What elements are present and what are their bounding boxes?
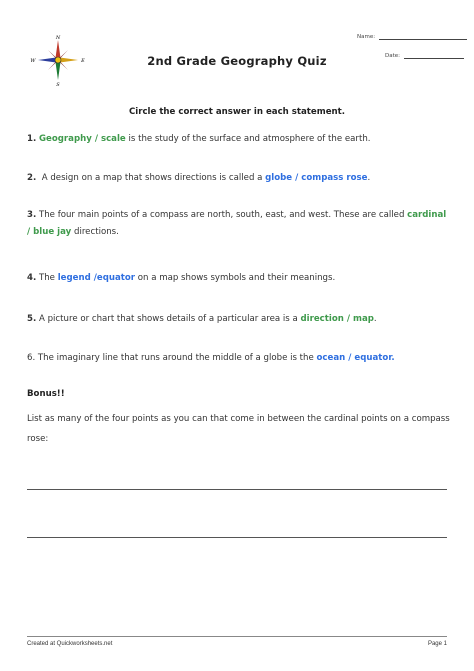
answer-option[interactable]: cardinal: [407, 210, 447, 220]
question-number: 4.: [27, 273, 37, 283]
answer-line[interactable]: [27, 537, 447, 538]
answer-option[interactable]: map: [352, 314, 374, 324]
name-blank[interactable]: [379, 39, 467, 40]
option-separator: /: [345, 353, 355, 363]
question-6: [27, 350, 452, 367]
question-number: 1.: [27, 134, 37, 144]
footer-divider: [27, 636, 447, 637]
answer-option[interactable]: scale: [100, 134, 126, 144]
question-2: [27, 170, 452, 187]
question-text: .: [373, 314, 377, 324]
page-number: Page 1: [427, 641, 447, 647]
answer-line[interactable]: [27, 489, 447, 490]
compass-label-e: E: [81, 58, 85, 64]
instructions: Circle the correct answer in each statement.: [128, 107, 346, 117]
answer-option[interactable]: legend: [57, 273, 91, 283]
question-text: The imaginary line that runs around the middle of a globe is the: [35, 353, 317, 363]
answer-option[interactable]: compass rose: [301, 173, 368, 183]
option-separator: /: [292, 173, 302, 183]
question-number: 6.: [27, 353, 36, 363]
question-text: A picture or chart that shows details of a particular area is a: [36, 314, 301, 324]
option-separator: /: [90, 273, 97, 283]
answer-option[interactable]: direction: [300, 314, 344, 324]
bonus-prompt: List as many of the four points as you can that come in between the cardinal points on a compass rose:: [27, 414, 450, 444]
question-text: The: [36, 273, 58, 283]
compass-label-w: W: [30, 58, 36, 64]
answer-option[interactable]: ocean: [316, 353, 346, 363]
option-separator: /: [343, 314, 353, 324]
answer-option[interactable]: blue jay: [33, 227, 72, 237]
answer-option[interactable]: equator: [96, 273, 136, 283]
question-text: on a map shows symbols and their meanings.: [135, 273, 336, 283]
name-field[interactable]: [357, 34, 467, 40]
question-text: The four main points of a compass are north, south, east, and west. These are called: [36, 210, 408, 220]
question-number: 2.: [27, 173, 37, 183]
compass-label-s: S: [56, 82, 60, 86]
question-1: [27, 131, 452, 148]
question-text: is the study of the surface and atmosphere of the earth.: [125, 134, 371, 144]
question-number: 5.: [27, 314, 37, 324]
question-4: [27, 270, 452, 287]
question-number: 3.: [27, 210, 37, 220]
question-text: .: [367, 173, 371, 183]
question-text: .: [391, 353, 395, 363]
page-title: 2nd Grade Geography Quiz: [147, 54, 327, 68]
answer-option[interactable]: Geography: [38, 134, 92, 144]
option-separator: /: [91, 134, 101, 144]
question-text: A design on a map that shows directions is called a: [36, 173, 266, 183]
compass-label-n: N: [55, 35, 61, 41]
answer-option[interactable]: equator: [354, 353, 392, 363]
question-3: [27, 207, 452, 241]
question-5: [27, 311, 452, 328]
name-label: Name:: [357, 34, 376, 40]
question-text: directions.: [71, 227, 119, 237]
date-label: Date:: [385, 53, 400, 59]
option-separator: /: [27, 227, 34, 237]
answer-option[interactable]: globe: [265, 173, 293, 183]
footer-credit: Created at Quickworksheets.net: [27, 641, 113, 647]
bonus-heading: Bonus!!: [27, 389, 65, 399]
